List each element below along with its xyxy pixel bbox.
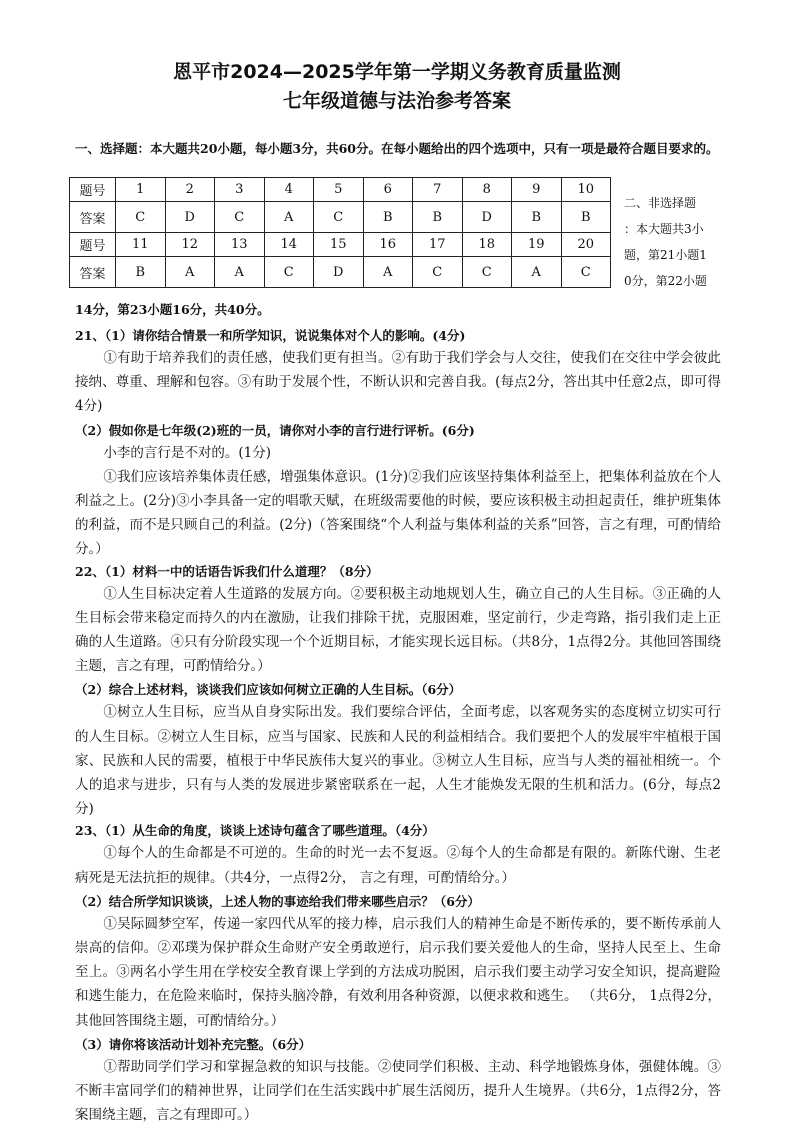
answer-cell: B	[512, 202, 562, 233]
question-number-row	[70, 233, 611, 257]
answer-cell: A	[363, 257, 413, 288]
question-number: 10	[561, 178, 611, 202]
answer-cell: A	[165, 257, 215, 288]
q21-2-verdict: 小李的言行是不对的。(1分)	[103, 444, 271, 461]
section2-heading-continuation: 14分，第23小题16分，共40分。	[75, 302, 270, 317]
question-number: 16	[363, 233, 413, 257]
page-subtitle: 七年级道德与法治参考答案	[282, 90, 511, 112]
section2-heading-line: 0分，第22小题	[624, 274, 707, 288]
section2-heading	[624, 190, 724, 294]
question-number: 19	[512, 233, 562, 257]
q23-1-answer: ①每个人的生命都是不可逆的。生命的时光一去不复返。②每个人的生命都是有限的。新陈代谢、生老病死是无法抗拒的规律。（共4分，一点得2分， 言之有理，可酌情给分。）	[75, 845, 721, 886]
question-number: 11	[116, 233, 166, 257]
section2-heading-line: 二、非选择题	[624, 196, 697, 210]
answer-cell: C	[314, 202, 364, 233]
question-number: 6	[363, 178, 413, 202]
q22-2-answer: ①树立人生目标，应当从自身实际出发。我们要综合评估，全面考虑，以客观务实的态度树立切实可行的人生目标。②树立人生目标，应当与国家、民族和人民的利益相结合。我们要把个人的发展牢牢植根于国家、民族和人民的需要，植根于中华民族伟大复兴的事业。③树立人生目标，应当与人类的福祉相统一。个人的追求与进步，只有与人类的发展进步紧密联系在一起，人生才能焕发无限的生机和活力。(6分，每点2分)	[75, 704, 721, 818]
answer-table	[69, 177, 611, 288]
section2-heading-line: ：本大题共3小	[624, 222, 704, 236]
answer-row	[70, 257, 611, 288]
question-number: 15	[314, 233, 364, 257]
row-label: 题号	[70, 178, 116, 202]
answer-cell: D	[314, 257, 364, 288]
answer-cell: B	[413, 202, 463, 233]
q21-1-prompt: 21、（1）请你结合情景一和所学知识，说说集体对个人的影响。(4分)	[75, 328, 466, 343]
answer-row	[70, 202, 611, 233]
answer-cell: D	[165, 202, 215, 233]
row-label: 答案	[70, 202, 116, 233]
question-number: 17	[413, 233, 463, 257]
question-number: 9	[512, 178, 562, 202]
question-number: 13	[215, 233, 265, 257]
question-number: 14	[264, 233, 314, 257]
section2-heading-line: 题，第21小题1	[624, 248, 707, 262]
q23-2-answer: ①吴际圆梦空军，传递一家四代从军的接力棒，启示我们人的精神生命是不断传承的，要不断传承前人崇高的信仰。②邓璞为保护群众生命财产安全勇敢逆行，启示我们要关爱他人的生命，坚持人民至上、生命至上。③两名小学生用在学校安全教育课上学到的方法成功脱困，启示我们要主动学习安全知识，提高避险和逃生能力，在危险来临时，保持头脑冷静，有效利用各种资源，以便求救和逃生。 （共6分， 1点得2分，其他回答围绕主题，可酌情给分。）	[75, 915, 721, 1029]
q22-1-prompt: 22、（1）材料一中的话语告诉我们什么道理？（8分）	[75, 563, 379, 579]
question-number: 2	[165, 178, 215, 202]
question-number: 20	[561, 233, 611, 257]
q22-2-prompt: （2）综合上述材料，谈谈我们应该如何树立正确的人生目标。（6分）	[75, 682, 462, 698]
q21-1-answer: ①有助于培养我们的责任感，使我们更有担当。②有助于我们学会与人交往，使我们在交往中学会彼此接纳、尊重、理解和包容。③有助于发展个性，不断认识和完善自我。(每点2分，答出其中任意2点，即可得4分)	[75, 350, 721, 415]
answer-cell: C	[264, 257, 314, 288]
answer-cell: B	[116, 257, 166, 288]
q23-3-answer: ①帮助同学们学习和掌握急救的知识与技能。②使同学们积极、主动、科学地锻炼身体，强健体魄。③不断丰富同学们的精神世界，让同学们在生活实践中扩展生活阅历，提升人生境界。（共6分，1点得2分，答案围绕主题，言之有理即可。）	[75, 1058, 721, 1124]
row-label: 答案	[70, 257, 116, 288]
answer-cell: B	[561, 202, 611, 233]
q23-3-prompt: （3）请你将该活动计划补充完整。（6分）	[75, 1036, 312, 1052]
question-number: 8	[462, 178, 512, 202]
q23-2-prompt: （2）结合所学知识谈谈，上述人物的事迹给我们带来哪些启示？（6分）	[75, 893, 480, 909]
answer-cell: C	[413, 257, 463, 288]
answer-cell: A	[512, 257, 562, 288]
answer-cell: A	[215, 257, 265, 288]
q22-1-answer: ①人生目标决定着人生道路的发展方向。②要积极主动地规划人生，确立自己的人生目标。③正确的人生目标会带来稳定而持久的内在激励，让我们排除干扰，克服困难，坚定前行，少走弯路，指引我们走上正确的人生道路。④只有分阶段实现一个个近期目标，才能实现长远目标。（共8分，1点得2分。其他回答围绕主题，言之有理，可酌情给分。）	[75, 585, 721, 675]
q23-1-prompt: 23、（1）从生命的角度，谈谈上述诗句蕴含了哪些道理。（4分）	[75, 823, 435, 839]
question-number: 12	[165, 233, 215, 257]
question-number: 3	[215, 178, 265, 202]
answer-cell: C	[462, 257, 512, 288]
answer-cell: A	[264, 202, 314, 233]
q21-2-answer: ①我们应该培养集体责任感，增强集体意识。(1分)②我们应该坚持集体利益至上，把集体利益放在个人利益之上。(2分)③小李具备一定的唱歌天赋，在班级需要他的时候，要应该积极主动担起责任，维护班集体的利益，而不是只顾自己的利益。(2分)（答案围绕“个人利益与集体利益的关系”回答，言之有理，可酌情给分。）	[75, 468, 721, 558]
answer-cell: D	[462, 202, 512, 233]
question-number-row	[70, 178, 611, 202]
question-number: 5	[314, 178, 364, 202]
page-title: 恩平市2024—2025学年第一学期义务教育质量监测	[173, 61, 621, 83]
row-label: 题号	[70, 233, 116, 257]
section1-heading: 一、选择题：本大题共20小题，每小题3分，共60分。在每小题给出的四个选项中，只有一项是最符合题目要求的。	[75, 141, 719, 156]
answer-cell: C	[215, 202, 265, 233]
question-number: 7	[413, 178, 463, 202]
answer-cell: C	[116, 202, 166, 233]
question-number: 4	[264, 178, 314, 202]
question-number: 1	[116, 178, 166, 202]
answer-body	[75, 326, 721, 1127]
answer-cell: B	[363, 202, 413, 233]
question-number: 18	[462, 233, 512, 257]
q21-2-prompt: （2）假如你是七年级(2)班的一员，请你对小李的言行进行评析。(6分)	[75, 422, 475, 438]
answer-cell: C	[561, 257, 611, 288]
